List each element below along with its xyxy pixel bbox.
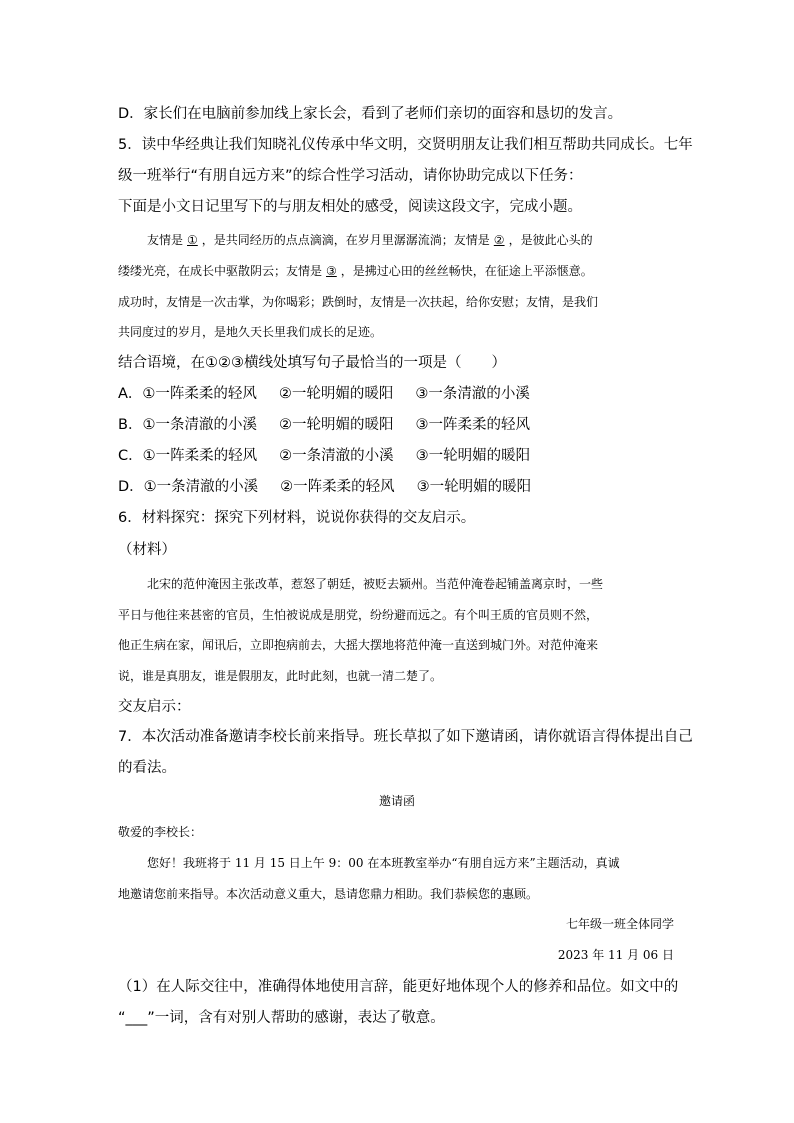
material-line3: 他正生病在家，闻讯后，立即抱病前去，大摇大摆地将范仲淹一直送到城门外。对范仲淹来 bbox=[118, 638, 599, 652]
option-part: ③一轮明媚的暖阳 bbox=[416, 479, 532, 495]
option-part: ③一轮明媚的暖阳 bbox=[415, 448, 531, 464]
q7-sub1-line2 bbox=[118, 1008, 678, 1028]
material-line2: 平日与他往来甚密的官员，生怕被说成是朋党，纷纷避而远之。有个叫王质的官员则不然， bbox=[118, 608, 599, 622]
passage-line1 bbox=[147, 230, 707, 250]
option-part: ①一阵柔柔的轻风 bbox=[142, 448, 258, 464]
material-line1: 北宋的范仲淹因主张改革，惹怒了朝廷，被贬去颍州。当范仲淹卷起铺盖离京时，一些 bbox=[147, 577, 604, 591]
sub1-rest: ”一词，含有对别人帮助的感谢，表达了敬意。 bbox=[147, 1010, 445, 1026]
option-a[interactable] bbox=[118, 384, 678, 404]
option-part: ③一条清澈的小溪 bbox=[415, 386, 530, 402]
letter-body2: 地邀请您前来指导。本次活动意义重大，恳请您鼎力相助。我们恭候您的惠顾。 bbox=[118, 887, 539, 901]
option-part: ③一阵柔柔的轻风 bbox=[415, 417, 530, 433]
q5-intro: 下面是小文日记里写下的与朋友相处的感受，阅读这段文字，完成小题。 bbox=[118, 199, 582, 215]
letter-signature: 七年级一班全体同学 bbox=[565, 917, 674, 931]
option-part: ②一轮明媚的暖阳 bbox=[278, 386, 394, 402]
stem-text: 结合语境，在①②③横线处填写句子最恰当的一项是（ bbox=[118, 355, 462, 371]
q7-line2: 的看法。 bbox=[118, 760, 176, 776]
blank-2[interactable]: ② bbox=[493, 233, 505, 247]
letter-salutation: 敬爱的李校长： bbox=[118, 825, 203, 839]
option-b[interactable] bbox=[118, 415, 678, 435]
q5-stem bbox=[118, 353, 678, 373]
material-label: （材料） bbox=[118, 542, 176, 558]
stem-end: ） bbox=[491, 355, 506, 371]
option-part: ②一条清澈的小溪 bbox=[279, 448, 394, 464]
blank-3[interactable]: ③ bbox=[326, 264, 337, 278]
passage-line4: 共同度过的岁月，是地久天长里我们成长的足迹。 bbox=[118, 325, 383, 339]
passage-text: ，是拂过心田的丝丝畅快，在征途上平添惬意。 bbox=[340, 264, 593, 278]
option-part: ①一阵柔柔的轻风 bbox=[142, 386, 257, 402]
option-d-previous: D．家长们在电脑前参加线上家长会，看到了老师们亲切的面容和恳切的发言。 bbox=[118, 106, 623, 122]
passage-line3: 成功时，友情是一次击掌，为你喝彩；跌倒时，友情是一次扶起，给你安慰；友情，是我们 bbox=[118, 295, 599, 309]
blank-1[interactable]: ① bbox=[187, 233, 198, 247]
q7-line1: 7．本次活动准备邀请李校长前来指导。班长草拟了如下邀请函，请你就语言得体提出自己 bbox=[118, 729, 693, 745]
passage-text: 友情是 bbox=[147, 233, 184, 247]
quote-open: “ bbox=[118, 1010, 126, 1026]
option-part: ①一条清澈的小溪 bbox=[142, 417, 257, 433]
option-part: ②一轮明媚的暖阳 bbox=[278, 417, 394, 433]
q5-line2: 级一班举行“有朋自远方来”的综合性学习活动，请你协助完成以下任务： bbox=[118, 168, 583, 184]
option-label: D． bbox=[118, 479, 144, 495]
option-label: B． bbox=[118, 417, 143, 433]
option-label: A． bbox=[118, 386, 143, 402]
option-d[interactable] bbox=[118, 477, 678, 497]
option-part: ②一阵柔柔的轻风 bbox=[280, 479, 395, 495]
option-part: ①一条清澈的小溪 bbox=[143, 479, 259, 495]
passage-text: ，是彼此心头的 bbox=[508, 233, 593, 247]
q6-title: 6．材料探究：探究下列材料，说说你获得的交友启示。 bbox=[118, 510, 476, 526]
answer-blank[interactable]: ___ bbox=[125, 1010, 148, 1026]
option-c[interactable] bbox=[118, 446, 678, 466]
material-line4: 说，谁是真朋友，谁是假朋友，此时此刻，也就一清二楚了。 bbox=[118, 669, 443, 683]
letter-date: 2023 年 11 月 06 日 bbox=[557, 948, 674, 962]
letter-body1: 您好！我班将于 11 月 15 日上午 9：00 在本班教室举办“有朋自远方来”主题活动，真诚 bbox=[147, 856, 620, 870]
passage-text: 缕缕光亮，在成长中驱散阴云；友情是 bbox=[118, 264, 323, 278]
letter-title: 邀请函 bbox=[378, 794, 415, 808]
friendship-answer-label: 交友启示： bbox=[118, 699, 191, 715]
q5-line1: 5．读中华经典让我们知晓礼仪传承中华文明，交贤明朋友让我们相互帮助共同成长。七年 bbox=[118, 137, 693, 153]
q7-sub1-line1: （1）在人际交往中，准确得体地使用言辞，能更好地体现个人的修养和品位。如文中的 bbox=[118, 979, 679, 995]
passage-line2 bbox=[118, 261, 678, 281]
option-label: C． bbox=[118, 448, 143, 464]
passage-text: ，是共同经历的点点滴滴，在岁月里潺潺流淌；友情是 bbox=[201, 233, 490, 247]
